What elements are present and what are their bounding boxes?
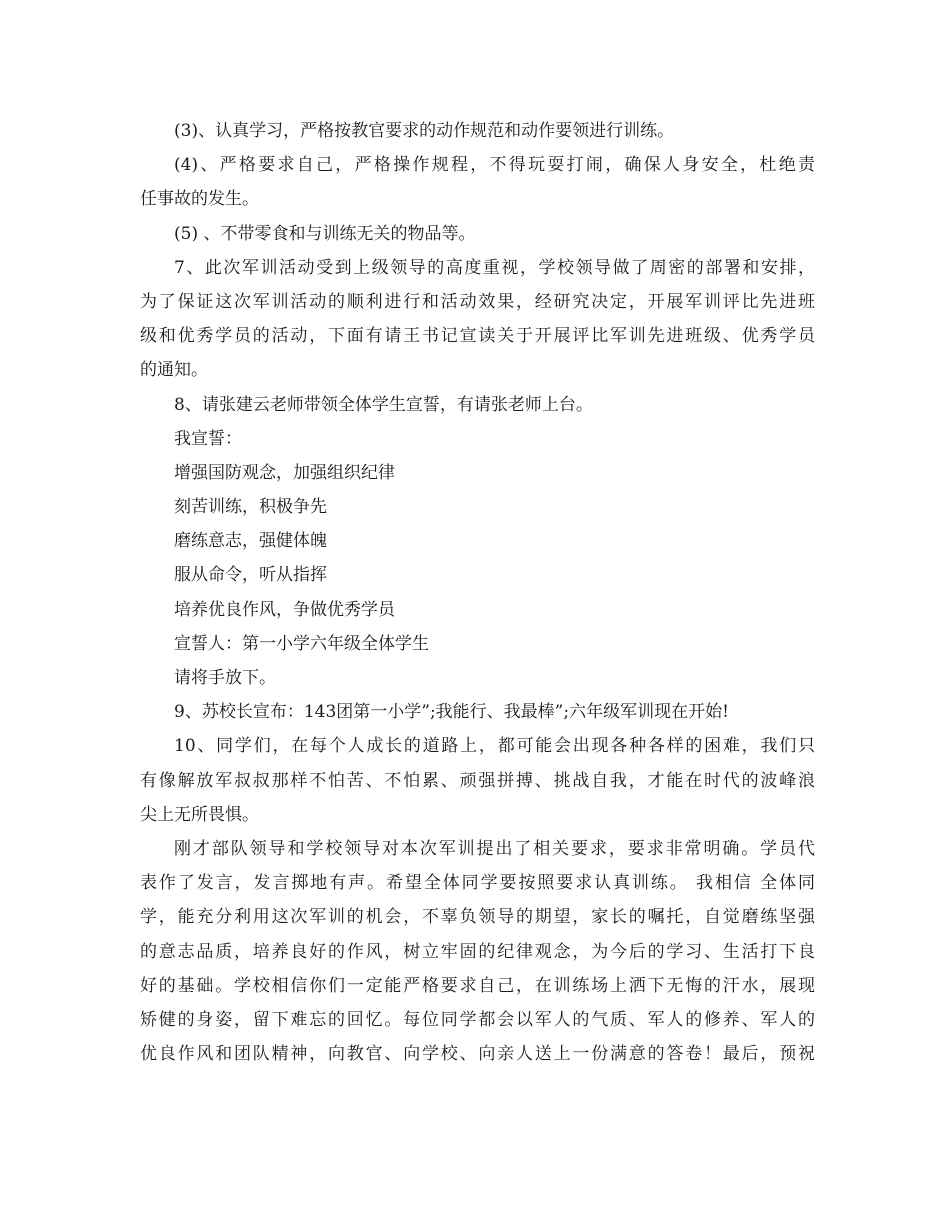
text-line: 级和优秀学员的活动，下面有请王书记宣读关于开展评比军训先进班级、优秀学员: [140, 326, 815, 347]
text-line: 刻苦训练，积极争先: [174, 497, 327, 518]
text-line: 请将手放下。: [174, 668, 276, 688]
text-line: 学，能充分利用这次军训的机会，不辜负领导的期望，家长的嘱托，自觉磨练坚强: [140, 907, 815, 928]
text-line: 的意志品质，培养良好的作风，树立牢固的纪律观念，为今后的学习、生活打下良: [140, 941, 815, 962]
text-line: (3)、认真学习，严格按教官要求的动作规范和动作要领进行训练。: [174, 121, 675, 141]
text-line: 宣誓人：第一小学六年级全体学生: [174, 633, 429, 654]
text-line: 刚才部队领导和学校领导对本次军训提出了相关要求，要求非常明确。学员代: [174, 838, 815, 859]
text-line: 8、请张建云老师带领全体学生宣誓，有请张老师上台。: [174, 394, 593, 415]
text-line: 有像解放军叔叔那样不怕苦、不怕累、顽强拼搏、挑战自我，才能在时代的波峰浪: [140, 770, 815, 791]
text-line: 的通知。: [140, 360, 208, 381]
text-line: 任事故的发生。: [140, 189, 259, 210]
text-line: 优良作风和团队精神，向教官、向学校、向亲人送上一份满意的答卷！最后，预祝: [140, 1044, 815, 1065]
text-line: 9、苏校长宣布：143团第一小学”;我能行、我最棒”;六年级军训现在开始!: [174, 702, 729, 723]
document-body: [140, 114, 815, 1071]
text-line: 矫健的身姿，留下难忘的回忆。每位同学都会以军人的气质、军人的修养、军人的: [140, 1009, 815, 1030]
text-line: 服从命令，听从指挥: [174, 565, 327, 586]
text-line: 表作了发言，发言掷地有声。希望全体同学要按照要求认真训练。 我相信 全体同: [140, 873, 815, 894]
text-line: (4)、严格要求自己，严格操作规程，不得玩耍打闹，确保人身安全，杜绝责: [174, 155, 815, 176]
text-line: 培养优良作风，争做优秀学员: [174, 599, 395, 620]
text-line: 磨练意志，强健体魄: [174, 531, 327, 552]
text-line: (5) 、不带零食和与训练无关的物品等。: [174, 223, 476, 244]
text-line: 7、此次军训活动受到上级领导的高度重视，学校领导做了周密的部署和安排，: [174, 257, 815, 278]
text-line: 增强国防观念，加强组织纪律: [174, 462, 395, 483]
text-line: 10、同学们，在每个人成长的道路上，都可能会出现各种各样的困难，我们只: [174, 736, 815, 757]
text-line: 我宣誓：: [174, 428, 242, 449]
text-line: 为了保证这次军训活动的顺利进行和活动效果，经研究决定，开展军训评比先进班: [140, 291, 815, 312]
text-line: 好的基础。学校相信你们一定能严格要求自己，在训练场上洒下无悔的汗水，展现: [140, 975, 815, 996]
text-line: 尖上无所畏惧。: [140, 804, 259, 825]
